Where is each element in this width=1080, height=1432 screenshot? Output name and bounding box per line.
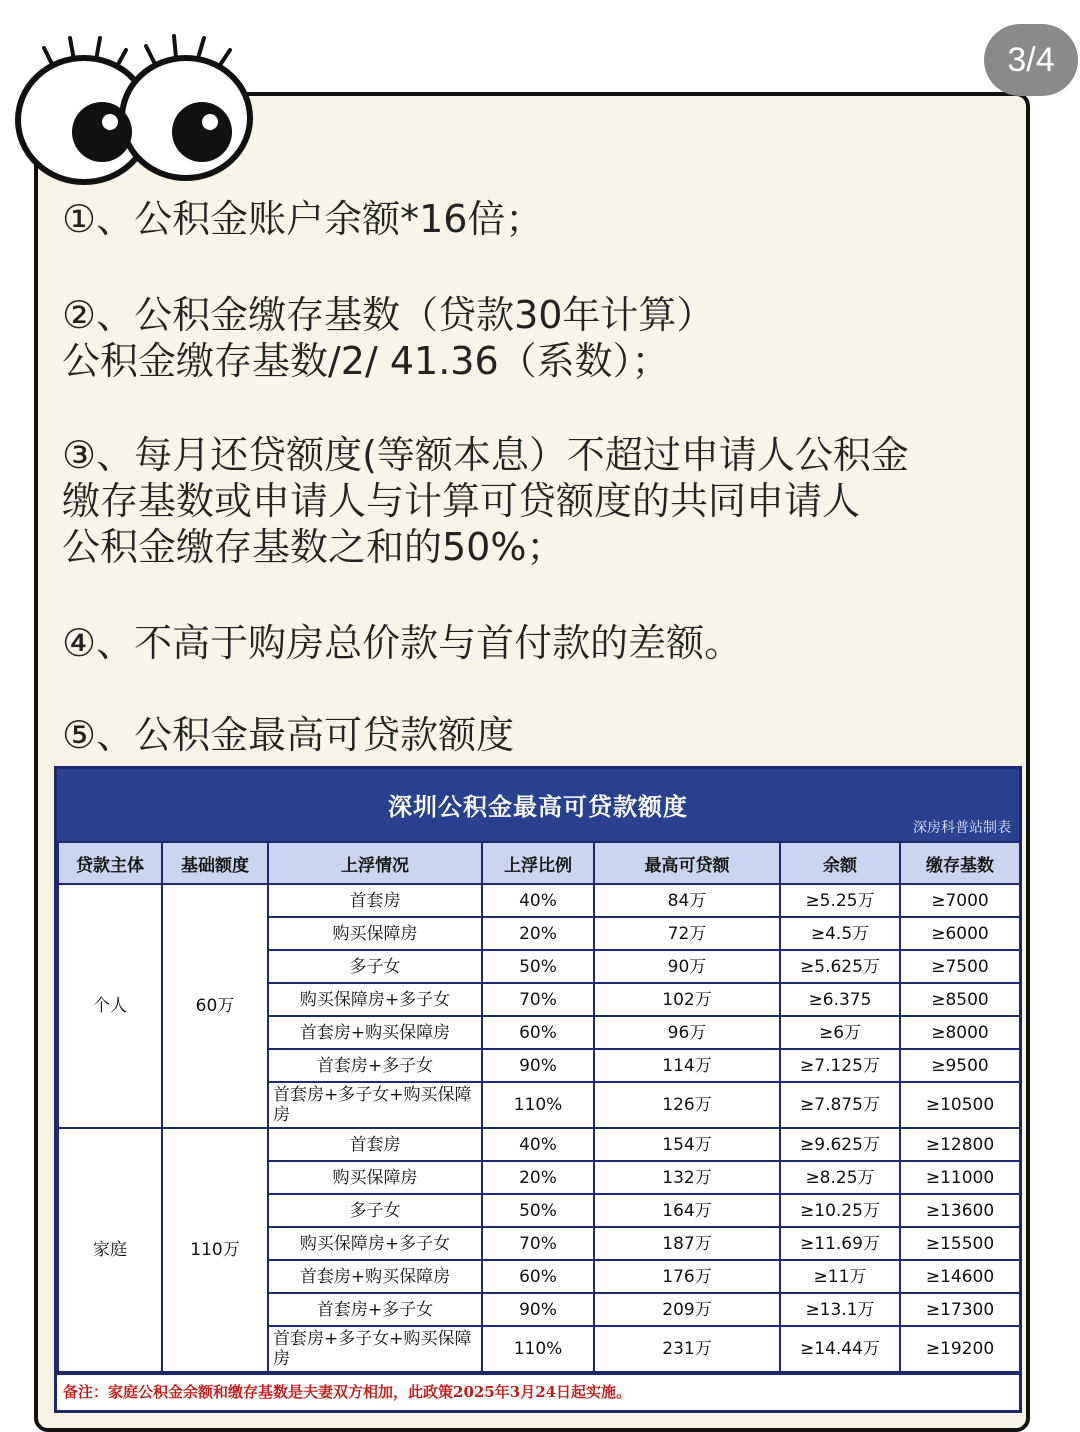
float-case-cell: 购买保障房+多子女: [268, 983, 482, 1016]
table-credit: 深房科普站制表: [913, 820, 1011, 836]
float-ratio-cell: 50%: [482, 950, 594, 983]
max-loan-cell: 84万: [594, 884, 780, 917]
table-row: [58, 1128, 1020, 1161]
float-case-cell: 首套房+多子女+购买保障房: [268, 1082, 482, 1128]
max-loan-cell: 209万: [594, 1293, 780, 1326]
float-case-cell: 首套房: [268, 1128, 482, 1161]
loan-limit-table: [54, 766, 1022, 1413]
max-loan-cell: 72万: [594, 917, 780, 950]
float-ratio-cell: 60%: [482, 1260, 594, 1293]
table-header-row: [58, 842, 1020, 884]
float-case-cell: 多子女: [268, 1194, 482, 1227]
contribution-base-cell: ≥19200: [900, 1326, 1020, 1372]
contribution-base-cell: ≥17300: [900, 1293, 1020, 1326]
max-loan-cell: 102万: [594, 983, 780, 1016]
rule-4: ④、不高于购房总价款与首付款的差额。: [62, 621, 743, 665]
float-case-cell: 首套房+购买保障房: [268, 1016, 482, 1049]
float-case-cell: 购买保障房+多子女: [268, 1227, 482, 1260]
float-case-cell: 首套房+购买保障房: [268, 1260, 482, 1293]
loan-subject-cell: 家庭: [58, 1128, 162, 1372]
base-amount-cell: 60万: [162, 884, 268, 1128]
balance-cell: ≥6.375: [780, 983, 900, 1016]
column-header: 上浮比例: [482, 842, 594, 884]
float-ratio-cell: 50%: [482, 1194, 594, 1227]
table-row: [58, 884, 1020, 917]
base-amount-cell: 110万: [162, 1128, 268, 1372]
balance-cell: ≥9.625万: [780, 1128, 900, 1161]
float-ratio-cell: 110%: [482, 1082, 594, 1128]
rule-1: ①、公积金账户余额*16倍；: [62, 197, 544, 241]
float-case-cell: 首套房+多子女: [268, 1293, 482, 1326]
float-ratio-cell: 60%: [482, 1016, 594, 1049]
contribution-base-cell: ≥12800: [900, 1128, 1020, 1161]
cartoon-eyes-icon: [6, 20, 256, 200]
table-header-banner: [57, 769, 1019, 841]
rule-3: ③、每月还贷额度(等额本息）不超过申请人公积金 缴存基数或申请人与计算可贷额度的共同申请人 公积金缴存基数之和的50%；: [62, 433, 909, 569]
max-loan-cell: 90万: [594, 950, 780, 983]
balance-cell: ≥7.875万: [780, 1082, 900, 1128]
contribution-base-cell: ≥10500: [900, 1082, 1020, 1128]
float-case-cell: 首套房+多子女: [268, 1049, 482, 1082]
loan-subject-cell: 个人: [58, 884, 162, 1128]
contribution-base-cell: ≥11000: [900, 1161, 1020, 1194]
contribution-base-cell: ≥13600: [900, 1194, 1020, 1227]
float-ratio-cell: 110%: [482, 1326, 594, 1372]
table-title: 深圳公积金最高可贷款额度: [388, 793, 688, 821]
float-case-cell: 购买保障房: [268, 1161, 482, 1194]
balance-cell: ≥13.1万: [780, 1293, 900, 1326]
float-ratio-cell: 20%: [482, 1161, 594, 1194]
max-loan-cell: 114万: [594, 1049, 780, 1082]
float-ratio-cell: 70%: [482, 983, 594, 1016]
contribution-base-cell: ≥7500: [900, 950, 1020, 983]
column-header: 贷款主体: [58, 842, 162, 884]
page-indicator: 3/4: [984, 24, 1078, 96]
max-loan-cell: 164万: [594, 1194, 780, 1227]
loan-table: [57, 841, 1021, 1373]
float-ratio-cell: 90%: [482, 1293, 594, 1326]
column-header: 缴存基数: [900, 842, 1020, 884]
column-header: 余额: [780, 842, 900, 884]
float-ratio-cell: 20%: [482, 917, 594, 950]
rule-2: ②、公积金缴存基数（贷款30年计算） 公积金缴存基数/2/ 41.36（系数）；: [62, 293, 715, 383]
float-case-cell: 多子女: [268, 950, 482, 983]
balance-cell: ≥11.69万: [780, 1227, 900, 1260]
max-loan-cell: 96万: [594, 1016, 780, 1049]
table-body: [58, 884, 1020, 1372]
balance-cell: ≥14.44万: [780, 1326, 900, 1372]
balance-cell: ≥6万: [780, 1016, 900, 1049]
table-note: 备注：家庭公积金余额和缴存基数是夫妻双方相加，此政策2025年3月24日起实施。: [57, 1373, 1019, 1410]
max-loan-cell: 154万: [594, 1128, 780, 1161]
contribution-base-cell: ≥8500: [900, 983, 1020, 1016]
float-ratio-cell: 70%: [482, 1227, 594, 1260]
float-case-cell: 首套房+多子女+购买保障房: [268, 1326, 482, 1372]
max-loan-cell: 126万: [594, 1082, 780, 1128]
column-header: 上浮情况: [268, 842, 482, 884]
contribution-base-cell: ≥14600: [900, 1260, 1020, 1293]
max-loan-cell: 176万: [594, 1260, 780, 1293]
balance-cell: ≥7.125万: [780, 1049, 900, 1082]
balance-cell: ≥5.25万: [780, 884, 900, 917]
contribution-base-cell: ≥6000: [900, 917, 1020, 950]
balance-cell: ≥11万: [780, 1260, 900, 1293]
float-ratio-cell: 40%: [482, 1128, 594, 1161]
max-loan-cell: 187万: [594, 1227, 780, 1260]
float-case-cell: 购买保障房: [268, 917, 482, 950]
float-ratio-cell: 90%: [482, 1049, 594, 1082]
contribution-base-cell: ≥15500: [900, 1227, 1020, 1260]
max-loan-cell: 132万: [594, 1161, 780, 1194]
balance-cell: ≥8.25万: [780, 1161, 900, 1194]
contribution-base-cell: ≥8000: [900, 1016, 1020, 1049]
rule-5: ⑤、公积金最高可贷款额度: [62, 713, 515, 757]
balance-cell: ≥4.5万: [780, 917, 900, 950]
float-ratio-cell: 40%: [482, 884, 594, 917]
max-loan-cell: 231万: [594, 1326, 780, 1372]
balance-cell: ≥10.25万: [780, 1194, 900, 1227]
column-header: 基础额度: [162, 842, 268, 884]
contribution-base-cell: ≥7000: [900, 884, 1020, 917]
contribution-base-cell: ≥9500: [900, 1049, 1020, 1082]
column-header: 最高可贷额: [594, 842, 780, 884]
float-case-cell: 首套房: [268, 884, 482, 917]
balance-cell: ≥5.625万: [780, 950, 900, 983]
